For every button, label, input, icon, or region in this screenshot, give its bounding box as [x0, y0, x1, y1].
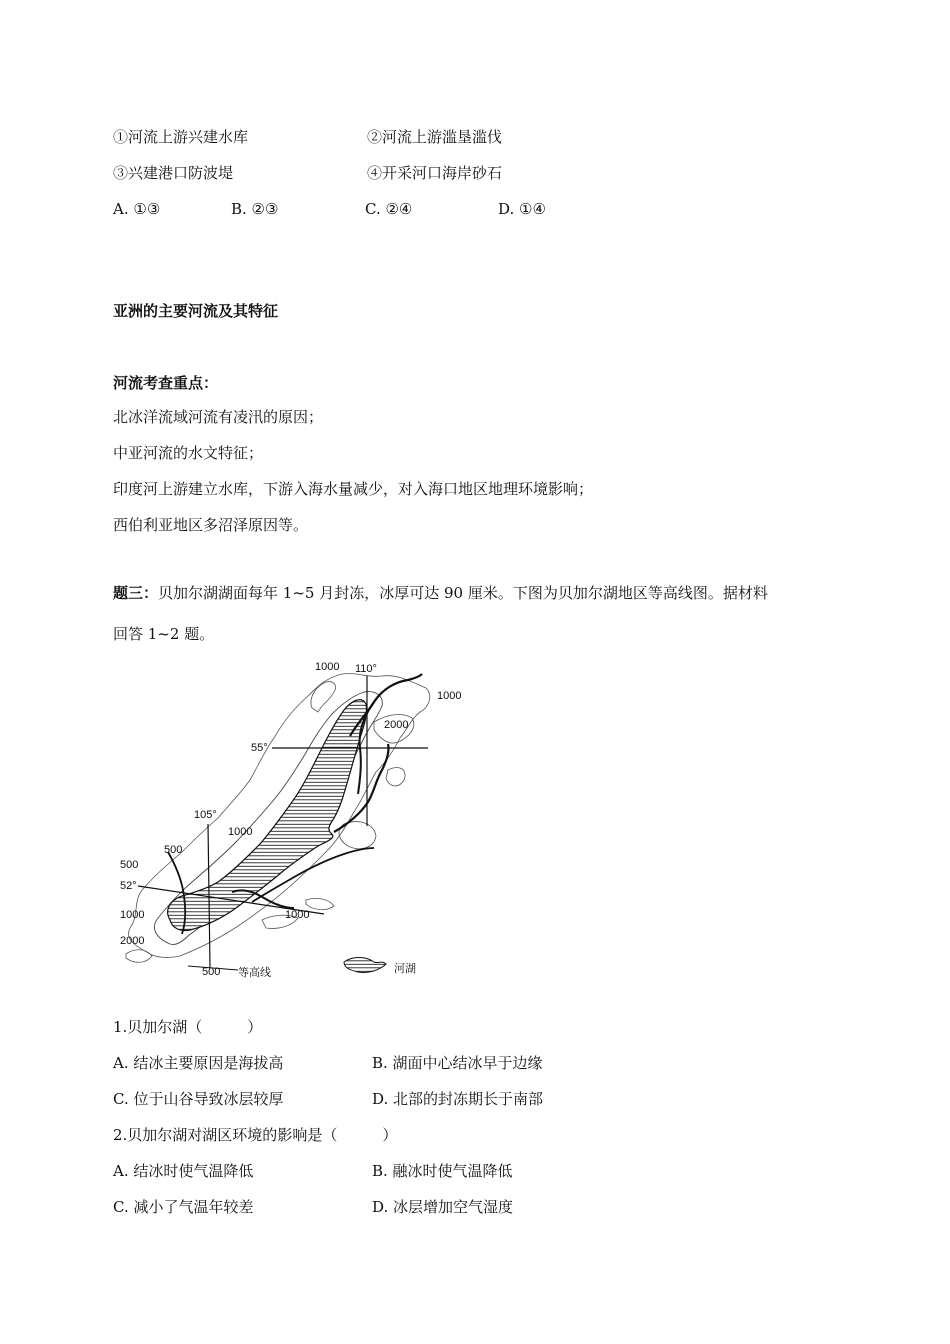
legend-contour-label: 等高线 [238, 967, 271, 979]
question-1-stem: 1.贝加尔湖（ ） [113, 1018, 263, 1036]
choice-c: C. ②④ [365, 200, 413, 218]
contour-line [386, 768, 405, 786]
contour-label: 1000 [285, 909, 310, 921]
latitude-label: 55° [251, 742, 268, 754]
option-4: ④开采河口海岸砂石 [367, 164, 503, 182]
section-title: 亚洲的主要河流及其特征 [113, 302, 279, 320]
choice-b: B. ②③ [231, 200, 279, 218]
focus-item: 印度河上游建立水库，下游入海水量减少，对入海口地区地理环境影响； [113, 480, 594, 498]
contour-label: 1000 [437, 690, 462, 702]
choice-d: D. ①④ [498, 200, 546, 218]
option-1: ①河流上游兴建水库 [113, 128, 249, 146]
contour-label: 500 [164, 844, 183, 856]
contour-label: 500 [120, 859, 139, 871]
focus-item: 西伯利亚地区多沼泽原因等。 [113, 516, 309, 534]
baikal-contour-map [112, 652, 472, 982]
question-2-option-c: C. 减小了气温年较差 [113, 1198, 254, 1216]
contour-line [306, 898, 334, 909]
contour-line [311, 682, 336, 712]
q3-intro-line2: 回答 1~2 题。 [113, 625, 215, 643]
contour-line [126, 950, 152, 963]
contour-label: 1000 [315, 661, 340, 673]
choice-a: A. ①③ [113, 200, 161, 218]
question-1-option-d: D. 北部的封冻期长于南部 [372, 1090, 544, 1108]
q3-label: 题三： [113, 584, 159, 602]
question-2-option-a: A. 结冰时使气温降低 [113, 1162, 254, 1180]
longitude-label: 110° [355, 663, 377, 675]
question-2-stem: 2.贝加尔湖对湖区环境的影响是（ ） [113, 1126, 398, 1144]
longitude-label: 105° [194, 809, 217, 821]
contour-label: 1000 [120, 909, 145, 921]
question-1-option-c: C. 位于山谷导致冰层较厚 [113, 1090, 284, 1108]
question-1-option-b: B. 湖面中心结冰早于边缘 [372, 1054, 543, 1072]
option-3: ③兴建港口防波堤 [113, 164, 234, 182]
question-1-option-a: A. 结冰主要原因是海拔高 [113, 1054, 284, 1072]
map-legend [188, 958, 416, 980]
question-2-option-b: B. 融冰时使气温降低 [372, 1162, 513, 1180]
latitude-label: 52° [120, 880, 137, 892]
q3-text: 贝加尔湖湖面每年 1~5 月封冻，冰厚可达 90 厘米。下图为贝加尔湖地区等高线图。据材料 [158, 584, 768, 602]
focus-item: 北冰洋流域河流有凌汛的原因； [113, 408, 324, 426]
contour-label: 2000 [384, 719, 409, 731]
option-2: ②河流上游滥垦滥伐 [367, 128, 503, 146]
legend-lake-icon [344, 958, 386, 973]
q3-intro-line1 [113, 583, 768, 603]
contour-label: 2000 [120, 935, 145, 947]
question-2-option-d: D. 冰层增加空气湿度 [372, 1198, 514, 1216]
focus-heading: 河流考查重点： [113, 374, 219, 392]
legend-lake-label: 河湖 [394, 963, 416, 975]
legend-contour-value: 500 [202, 966, 221, 978]
contour-label: 1000 [228, 826, 253, 838]
focus-item: 中亚河流的水文特征； [113, 444, 264, 462]
